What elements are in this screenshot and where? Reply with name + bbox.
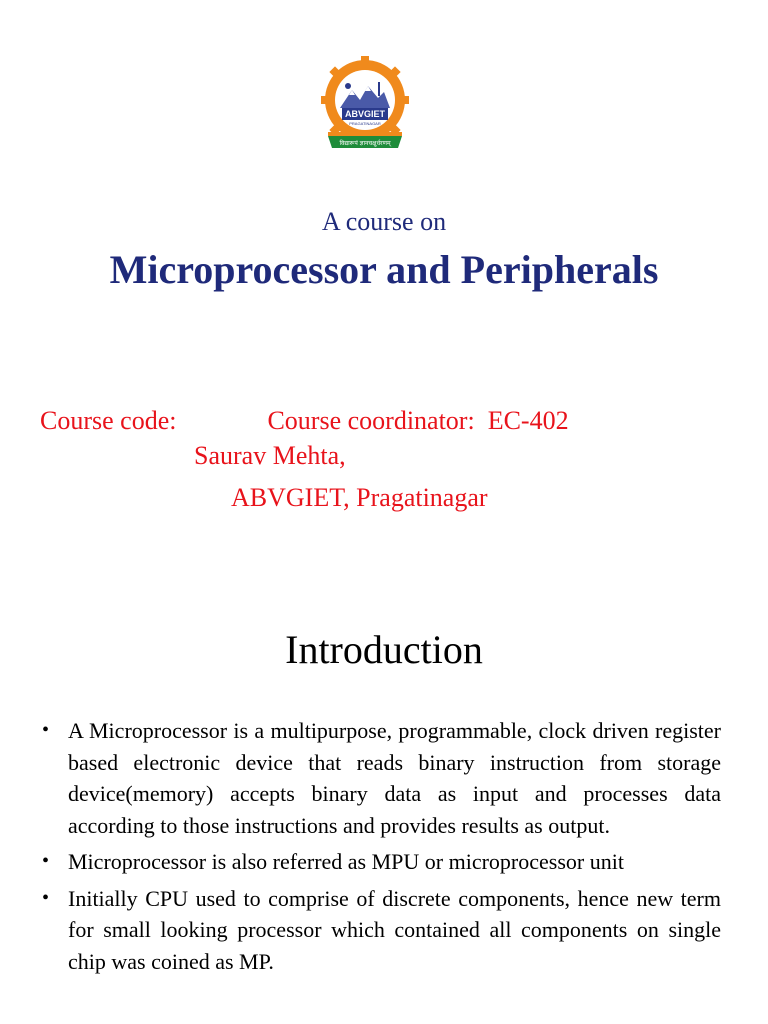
bullet-text: A Microprocessor is a multipurpose, programmable, clock driven register based electronic device that reads binary instruction from storage device(memory) accepts binary data as input and processes data according to those instructions and provides results as output. [68, 718, 721, 838]
bullet-dot-icon: • [42, 719, 50, 741]
logo-emblem-icon [314, 56, 416, 154]
list-item [40, 715, 721, 841]
logo-name-text: ABVGIET [344, 109, 386, 119]
bullet-dot-icon: • [42, 886, 50, 909]
bullet-dot-icon: • [42, 850, 50, 872]
coordinator-name: Saurav Mehta, [194, 441, 346, 470]
list-item [40, 883, 721, 978]
logo-motto-text: विद्यारूपं ज्ञानचक्षुर्धरणम् [339, 140, 391, 147]
logo-subtext: PRAGATINAGAR [349, 121, 381, 126]
list-item [40, 846, 721, 878]
section-heading: Introduction [285, 627, 483, 672]
bullet-list [40, 715, 721, 982]
course-code-line: Course code: Course coordinator: EC-402 [40, 406, 569, 435]
bullet-text: Microprocessor is also referred as MPU or microprocessor unit [68, 849, 624, 874]
institute-logo [314, 56, 416, 154]
course-title: Microprocessor and Peripherals [109, 247, 659, 292]
course-subtitle: A course on [321, 207, 447, 236]
institute-location: ABVGIET, Pragatinagar [231, 483, 488, 512]
bullet-text: Initially CPU used to comprise of discrete components, hence new term for small looking processor which contained all components on single chip was coined as MP. [68, 885, 721, 974]
